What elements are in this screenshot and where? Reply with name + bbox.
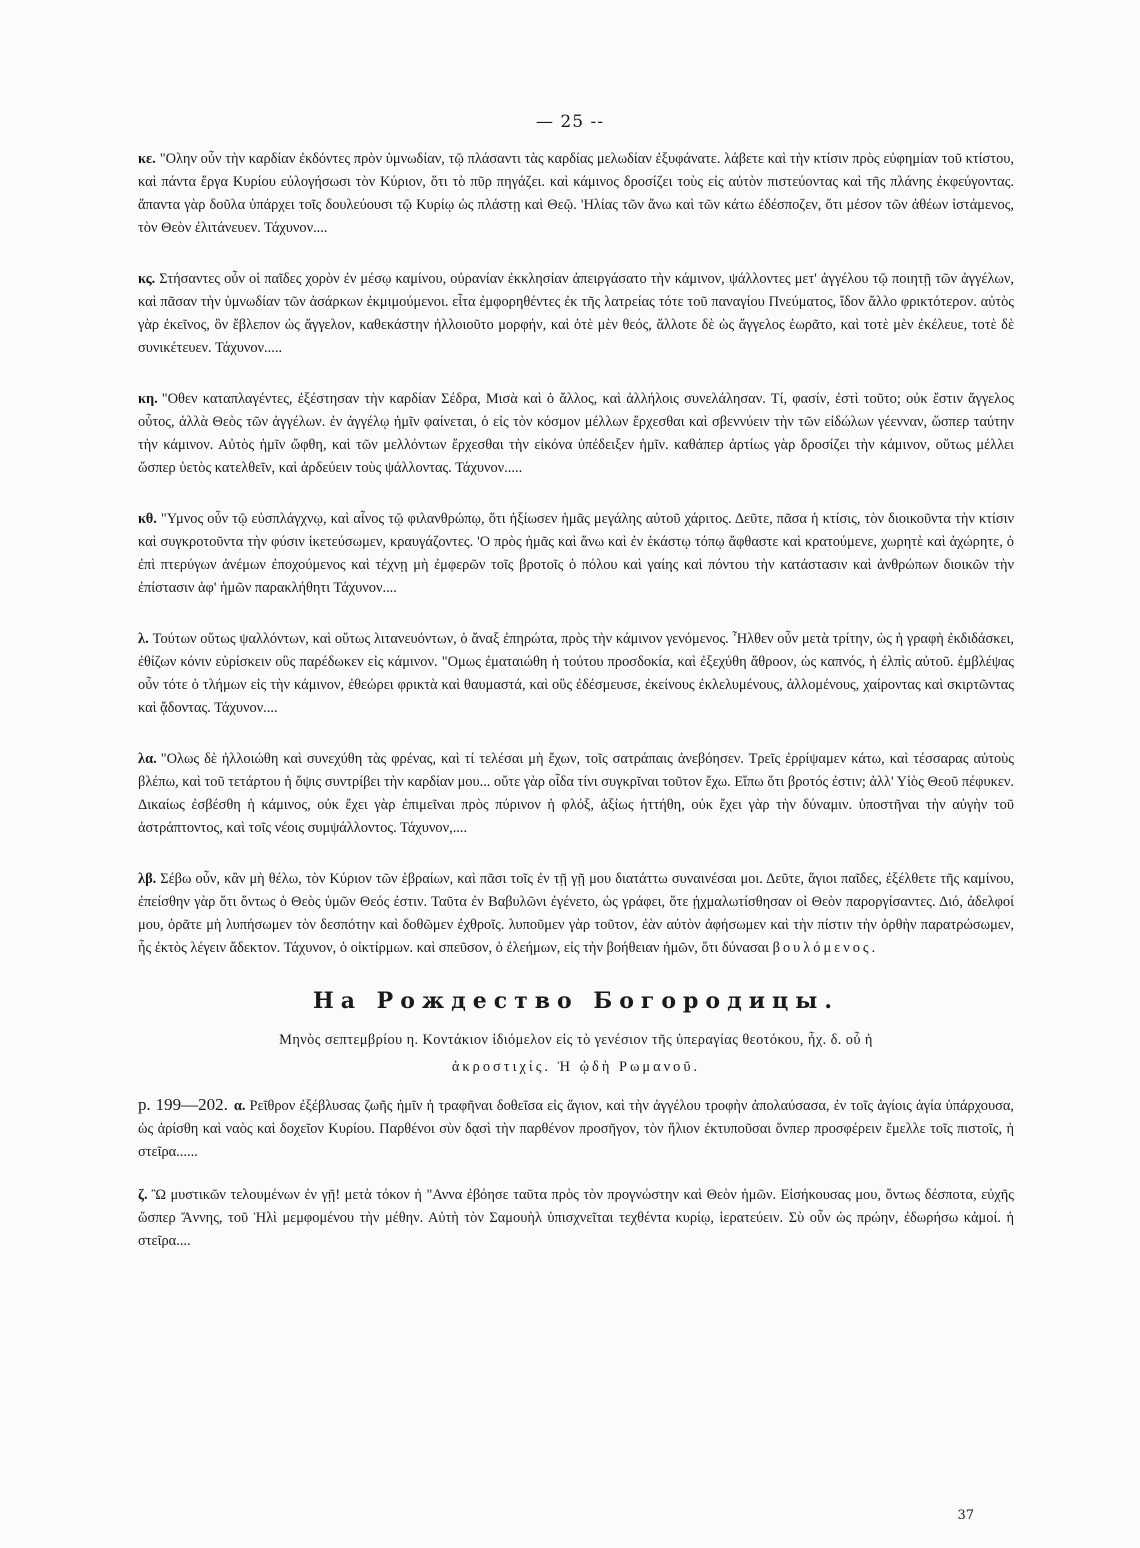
paragraph-25	[138, 148, 1014, 240]
stanza-text: "Ολην οὖν τὴν καρδίαν ἐκδόντες πρὸν ὑμνωδίαν, τῷ πλάσαντι τὰς καρδίας μελωδίαν ἐξυφάνατε. λάβετε καὶ τὴν κτίσιν πρὸς εὐφημίαν τοῦ κτίστου, καὶ πάντα ἔργα Κυρίου εὐλογήσωσι τὸν Κύριον, ὅτι τὸ πῦρ πηγάζει. καὶ κάμινος δροσίζει τοὺς εἰς αὐτὸν πιστεύοντας καὶ τῆς πλάνης ἐκφεύγοντας. ἅπαντα γὰρ δοῦλα ὑπάρχει τοῖς δουλεύουσι τῷ Κυρίῳ ὡς πλάστῃ καὶ Θεῷ. 'Ηλίας τῶν ἄνω καὶ τῶν κάτω ἐδέσποζεν, ὅτι μέσον τῶν ἀθέων ἱστάμενος, τὸν Θεὸν ἐλιτάνευεν. Τάχυνον....	[138, 151, 1014, 236]
paragraph-26	[138, 268, 1014, 360]
subtitle-line-1: Μηνὸς σεπτεμβρίου η. Κοντάκιον ἰδιόμελον εἰς τὸ γενέσιον τῆς ὑπεραγίας θεοτόκου, ἦχ. δ. οὗ ἡ	[279, 1032, 873, 1048]
stanza-marker: ζ.	[138, 1187, 148, 1203]
stanza-trailing-word: βουλόμενος.	[772, 940, 879, 956]
paragraph-30	[138, 628, 1014, 720]
main-text	[138, 148, 1014, 1273]
stanza-text: Σέβω οὖν, κἂν μὴ θέλω, τὸν Κύριον τῶν ἑβραίων, καὶ πᾶσι τοῖς ἐν τῇ γῇ μου διατάττω συναινέσαι μοι. Δεῦτε, ἅγιοι παῖδες, ἐξέλθετε τῆς καμίνου, ἐπείσθην γὰρ ὅτι ὄντως ὁ Θεὸς ὑμῶν Θεός ἐστιν. Ταῦτα ἐν Βαβυλῶνι ἐγένετο, ὡς γράφει, ὅτε ᾐχμαλωτίσθησαν οἱ Θεὸν παροργίσαντες. Διό, ἀδελφοί μου, ὁρᾶτε μὴ λυπήσωμεν τὸν δεσπότην καὶ δοθῶμεν ἐχθροῖς. λυποῦμεν γὰρ τοῦτον, ἐὰν αὐτὸν ἀφήσωμεν καὶ τὴν πίστιν τὴν ὀρθὴν παρατρώσωμεν, ἧς ἐκτὸς λέγειν ἄδεκτον. Τάχυνον, ὁ οἰκτίρμων. καὶ σπεῦσον, ὁ ἐλεήμων, εἰς τὴν βοήθειαν ἡμῶν, ὅτι δύνασαι	[138, 871, 1014, 956]
stanza-marker: κε.	[138, 151, 156, 167]
subtitle-line-2: ἀκροστιχίς. Ἡ ᾠδὴ Ρωμανοῦ.	[451, 1059, 701, 1075]
stanza-text: "Οθεν καταπλαγέντες, ἐξέστησαν τὴν καρδίαν Σέδρα, Μισὰ καὶ ὁ ἄλλος, καὶ ἀλλήλοις συνελάλησαν. Τί, φασίν, ἐστὶ τοῦτο; οὐκ ἔστιν ἄγγελος οὗτος, ἀλλὰ Θεὸς τῶν ἀγγέλων. ἐν ἀγγέλῳ ἡμῖν φαίνεται, ὁ εἰς τὸν κόσμον μέλλων ἔρχεσθαι καὶ σβεννύειν τὴν τῶν εἰδώλων γέενναν, ὥσπερ ταύτην τὴν κάμινον. Αὐτὸς ἡμῖν ὤφθη, καὶ τῶν μελλόντων ἔρχεσθαι τὴν εἰκόνα ὑπέδειξεν ἡμῖν. καθάπερ ἀρτίως γὰρ δροσίζει τὴν κάμινον, οὕτως μέλλει ὥσπερ ὑετὸς κατελθεῖν, καὶ ἀρδεύειν τοὺς ψάλλοντας. Τάχυνον.....	[138, 391, 1014, 476]
stanza-marker: κη.	[138, 391, 158, 407]
stanza-text: Ρεῖθρον ἐξέβλυσας ζωῆς ἡμῖν ἡ τραφῆναι δοθεῖσα εἰς ἅγιον, καὶ τὴν ἀγγέλου τροφὴν ἀπολαύσασα, ἐν τοῖς ἁγίοις ἁγία ὑπάρχουσα, ὡς ἀρίσθη καὶ ναὸς καὶ δοχεῖον Κυρίου. Παρθένοι σὺν δᾳσὶ τὴν παρθένον προσῆγον, τὸν ἥλιον ἐκτυποῦσαι ὅνπερ προσφέρειν ἔμελλε τοῖς πιστοῖς, ἡ στεῖρα......	[138, 1098, 1014, 1160]
section-paragraph-1	[138, 1093, 1014, 1164]
paragraph-29	[138, 508, 1014, 600]
footer-signature-number: 37	[957, 1508, 974, 1523]
paragraph-31	[138, 748, 1014, 840]
stanza-marker: κθ.	[138, 511, 157, 527]
stanza-text: Τούτων οὕτως ψαλλόντων, καὶ οὕτως λιτανευόντων, ὁ ἄναξ ἐπηρώτα, πρὸς τὴν κάμινον γενόμενος. Ἦλθεν οὖν μετὰ τρίτην, ὡς ἡ γραφὴ ἐκδιδάσκει, ἐθίζων κόνιν εὑρίσκειν οὓς παρέδωκεν εἰς κάμινον. "Ομως ἐματαιώθη ἡ τούτου προσδοκία, καὶ ἐξεχύθη ἄθροον, ὡς καπνός, ἡ ἐλπὶς αὐτοῦ. ἐμβλέψας οὖν τότε ὁ τλήμων εἰς τὴν κάμινον, ἐθεώρει φρικτὰ καὶ θαυμαστά, καὶ οὓς ἐδέσμευσε, ἐκείνους ἐκλελυμένους, ἀλλομένους, χαίροντας καὶ σκιρτῶντας καὶ ᾄδοντας. Τάχυνον....	[138, 631, 1014, 716]
page-number: — 25 --	[536, 112, 604, 132]
stanza-marker: λα.	[138, 751, 157, 767]
page-reference: p. 199—202.	[138, 1095, 228, 1114]
stanza-marker: κς.	[138, 271, 156, 287]
stanza-marker: α.	[233, 1098, 246, 1114]
paragraph-28	[138, 388, 1014, 480]
stanza-text: "Ολως δὲ ἠλλοιώθη καὶ συνεχύθη τὰς φρένας, καὶ τί τελέσαι μὴ ἔχων, τοῖς σατράπαις ἀνεβόησεν. Τρεῖς ἐρρίψαμεν κάτω, καὶ τέσσαρας αὐτοὺς βλέπω, καὶ τοῦ τετάρτου ἡ ὄψις συντρίβει τὴν καρδίαν μου... οὔτε γὰρ οἶδα τίνι συγκρῖναι τοῦτον ἔχω. Εἴπω ὅτι βροτός ἐστιν; ἀλλ' Υἱὸς Θεοῦ πέφυκεν. Δικαίως ἐσβέσθη ἡ κάμινος, οὐκ ἔχει γὰρ ἐπιμεῖναι πρὸς πύρινον ἡ φλόξ, ἀξίως ἡττήθη, οὐκ ἔχει γὰρ τὴν δύναμιν. ὑποστῆναι τὴν αὐγὴν τοῦ ἀστράπτοντος, καὶ τοῖς νέοις συμψάλλοντος. Τάχυνον,....	[138, 751, 1014, 836]
stanza-marker: λ.	[138, 631, 149, 647]
section-subtitle	[138, 1027, 1014, 1081]
paragraph-32	[138, 868, 1014, 960]
stanza-text: "Υμνος οὖν τῷ εὐσπλάγχνῳ, καὶ αἶνος τῷ φιλανθρώπῳ, ὅτι ἠξίωσεν ἡμᾶς μεγάλης αὐτοῦ χάριτος. Δεῦτε, πᾶσα ἡ κτίσις, τὸν διοικοῦντα τὴν κτίσιν καὶ συγκροτοῦντα τὴν φύσιν ἱκετεύσωμεν, κραυγάζοντες. 'Ο πρὸς ἡμᾶς καὶ ἄνω καὶ ἐν ἑκάστῳ τόπῳ ἄφθαστε καὶ κρατούμενε, χωρητὲ καὶ ἀχώρητε, ὁ ἐπὶ πτερύγων ἀνέμων ἐποχούμενος καὶ τέχνῃ μὴ ἐμφερῶν τοῖς βροτοῖς ὁ πόλου καὶ γαίης καὶ πόντου τὴν κατάστασιν καὶ ἀνθρώπων διοικῶν τὴν ἐπίστασιν ἀφ' ἡμῶν παρακλήθητι Τάχυνον....	[138, 511, 1014, 596]
stanza-text: Στήσαντες οὖν οἱ παῖδες χορὸν ἐν μέσῳ καμίνου, οὐρανίαν ἐκκλησίαν ἀπειργάσατο τὴν κάμινον, ψάλλοντες μετ' ἀγγέλου τῷ ποιητῇ τῶν ἀγγέλων, καὶ πᾶσαν τὴν ὑμνωδίαν τῶν ἀσάρκων ἐκμιμούμενοι. εἶτα ἐμφορηθέντες ἐκ τῆς λατρείας τότε τοῦ παναγίου Πνεύματος, ἴδον ἄλλο φρικτότερον. αὐτὸς γὰρ ἐκεῖνος, ὃν ἔβλεπον ὡς ἄγγελον, καθεκάστην ἠλλοιοῦτο μορφήν, καὶ ὁτὲ μὲν θεός, ἄλλοτε δὲ ὡς ἄγγελος ἑωρᾶτο, καὶ τοτὲ μὲν ἐκέλευε, τοτὲ δὲ συνικέτευεν. Τάχυνον.....	[138, 271, 1014, 356]
section-paragraph-2	[138, 1184, 1014, 1253]
stanza-marker: λβ.	[138, 871, 157, 887]
section-heading: На Рождество Богородицы.	[312, 988, 840, 1014]
stanza-text: Ὢ μυστικῶν τελουμένων ἐν γῇ! μετὰ τόκον ἡ "Αννα ἐβόησε ταῦτα πρὸς τὸν προγνώστην καὶ Θεὸν ἡμῶν. Εἰσήκουσας μου, ὄντως δέσποτα, εὐχῆς ὥσπερ Ἄννης, τοῦ Ἡλὶ μεμφομένου τὴν μέθην. Αὐτὴ τὸν Σαμουὴλ ὑπισχνεῖται τεχθέντα κυρίῳ, ἱερατεύειν. Σὺ οὖν ὡς πρώην, ἐδωρήσω κἀμοί. ἡ στεῖρα....	[138, 1187, 1014, 1249]
